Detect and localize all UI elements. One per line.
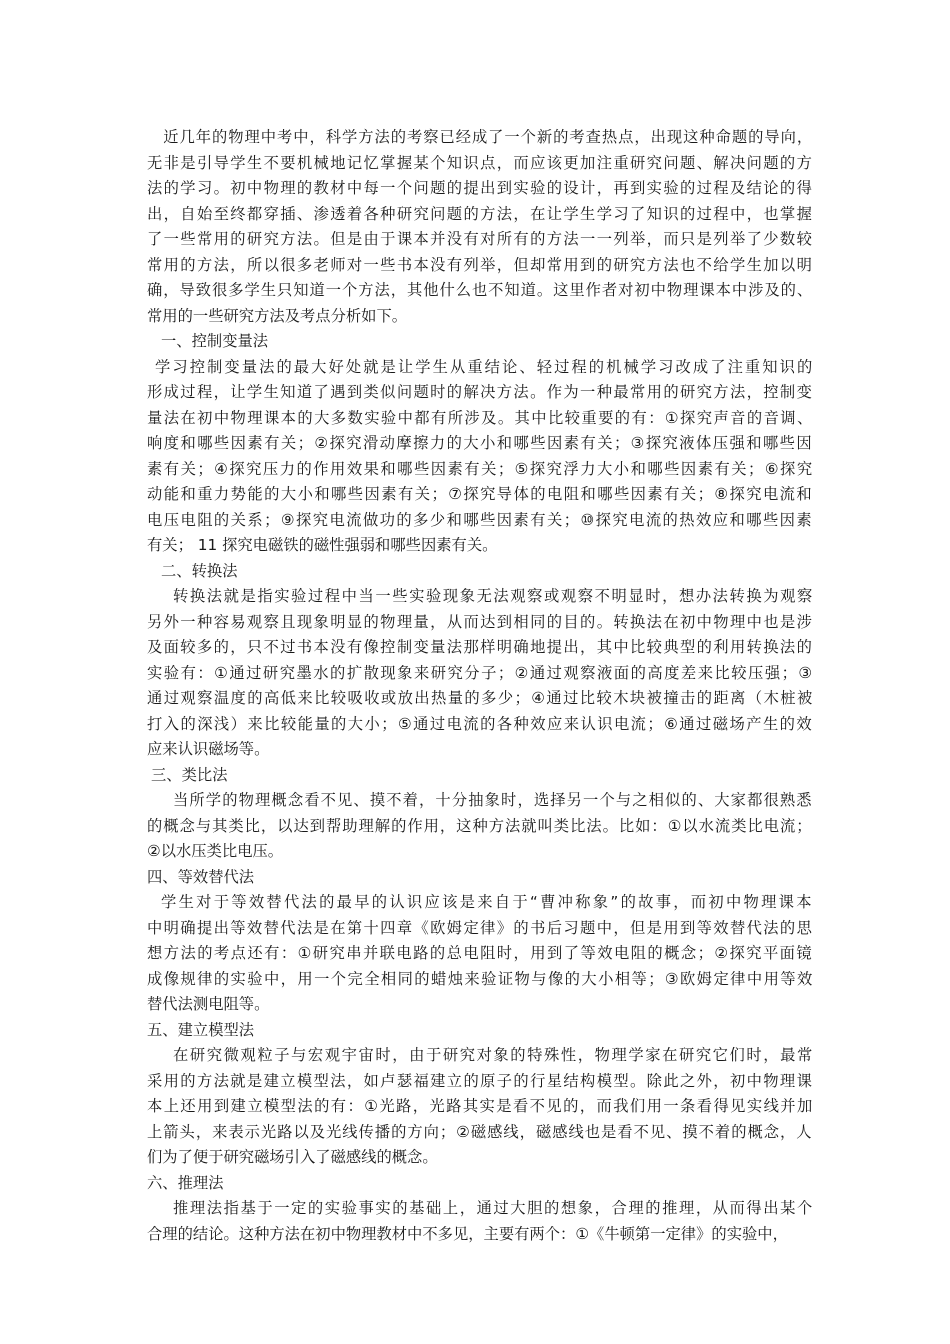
section-heading-equivalent-substitution: 四、等效替代法 <box>147 867 255 886</box>
text-line: 素有关；④探究压力的作用效果和哪些因素有关；⑤探究浮力大小和哪些因素有关；⑥探究 <box>147 459 814 478</box>
section-heading-analogy: 三、类比法 <box>151 765 228 784</box>
text-line: 出，自始至终都穿插、渗透着各种研究问题的方法，在让学生学习了知识的过程中，也掌握 <box>147 204 814 223</box>
section-heading-reasoning: 六、推理法 <box>147 1173 224 1192</box>
text-line: 了一些常用的研究方法。但是由于课本并没有对所有的方法一一列举，而只是列举了少数较 <box>147 230 814 248</box>
text-line: 实验有：①通过研究墨水的扩散现象来研究分子；②通过观察液面的高度差来比较压强；③ <box>147 663 814 682</box>
text-line: 合理的结论。这种方法在初中物理教材中不多见，主要有两个：①《牛顿第一定律》的实验中， <box>147 1224 788 1243</box>
text-line: 近几年的物理中考中，科学方法的考察已经成了一个新的考查热点，出现这种命题的导向， <box>147 128 814 146</box>
text-line: 量法在初中物理课本的大多数实验中都有所涉及。其中比较重要的有：①探究声音的音调、 <box>147 408 814 427</box>
text-line: 想方法的考点还有：①研究串并联电路的总电阻时，用到了等效电阻的概念；②探究平面镜 <box>147 944 814 962</box>
section-body-equivalent-substitution <box>147 890 812 1018</box>
text-line: 无非是引导学生不要机械地记忆掌握某个知识点，而应该更加注重研究问题、解决问题的方 <box>147 153 814 172</box>
intro-paragraph <box>147 125 812 329</box>
text-line: 当所学的物理概念看不见、摸不着，十分抽象时，选择另一个与之相似的、大家都很熟悉 <box>173 791 813 809</box>
text-line: 上箭头，来表示光路以及光线传播的方向；②磁感线，磁感线也是看不见、摸不着的概念，人 <box>147 1122 813 1141</box>
section-body-control-variables <box>147 355 815 559</box>
document-page <box>147 125 815 1247</box>
text-line: 学生对于等效替代法的最早的认识应该是来自于“曹冲称象”的故事，而初中物理课本 <box>161 893 814 911</box>
text-line: 中明确提出等效替代法是在第十四章《欧姆定律》的书后习题中，但是用到等效替代法的思 <box>147 918 814 937</box>
section-body-reasoning <box>147 1196 812 1247</box>
text-line: 动能和重力势能的大小和哪些因素有关；⑦探究导体的电阻和哪些因素有关；⑧探究电流和 <box>147 485 814 503</box>
text-line: 应来认识磁场等。 <box>147 740 270 758</box>
text-line: 本上还用到建立模型法的有：①光路，光路其实是看不见的，而我们用一条看得见实线并加 <box>147 1097 814 1115</box>
text-line: 电压电阻的关系；⑨探究电流做功的多少和哪些因素有关；⑩探究电流的热效应和哪些因素 <box>147 510 814 529</box>
text-line: 打入的深浅）来比较能量的大小；⑤通过电流的各种效应来认识电流；⑥通过磁场产生的效 <box>147 714 814 733</box>
text-line: 确，导致很多学生只知道一个方法，其他什么也不知道。这里作者对初中物理课本中涉及的、 <box>147 281 814 299</box>
text-line: 们为了便于研究磁场引入了磁感线的概念。 <box>147 1148 438 1166</box>
text-line: ②以水压类比电压。 <box>147 842 284 860</box>
text-line: 及面较多的，只不过书本没有像控制变量法那样明确地提出，其中比较典型的利用转换法的 <box>147 638 814 656</box>
section-body-conversion <box>147 584 812 763</box>
text-line: 形成过程，让学生知道了遇到类似问题时的解决方法。作为一种最常用的研究方法，控制变 <box>147 383 814 401</box>
section-body-model-building <box>147 1043 812 1171</box>
section-heading-conversion: 二、转换法 <box>161 561 238 580</box>
text-line: 采用的方法就是建立模型法，如卢瑟福建立的原子的行星结构模型。除此之外，初中物理课 <box>147 1071 814 1090</box>
text-line: 在研究微观粒子与宏观宇宙时，由于研究对象的特殊性，物理学家在研究它们时，最常 <box>173 1046 814 1064</box>
section-heading-model-building: 五、建立模型法 <box>147 1020 255 1039</box>
text-line: 响度和哪些因素有关；②探究滑动摩擦力的大小和哪些因素有关；③探究液体压强和哪些因 <box>147 434 814 452</box>
text-line: 另外一种容易观察且现象明显的物理量，从而达到相同的目的。转换法在初中物理中也是涉 <box>147 612 814 631</box>
text-line: 推理法指基于一定的实验事实的基础上，通过大胆的想象，合理的推理，从而得出某个 <box>173 1199 814 1217</box>
text-line: 有关； 11 探究电磁铁的磁性强弱和哪些因素有关。 <box>147 536 498 554</box>
section-heading-control-variables: 一、控制变量法 <box>161 332 269 350</box>
text-line: 成像规律的实验中，用一个完全相同的蜡烛来验证物与像的大小相等；③欧姆定律中用等效 <box>147 969 814 988</box>
text-line: 常用的一些研究方法及考点分析如下。 <box>147 306 408 325</box>
section-body-analogy <box>147 788 812 865</box>
text-line: 常用的方法，所以很多老师对一些书本没有列举，但却常用到的研究方法也不给学生加以明 <box>147 255 814 274</box>
text-line: 的概念与其类比，以达到帮助理解的作用，这种方法就叫类比法。比如：①以水流类比电流； <box>147 816 813 835</box>
text-line: 学习控制变量法的最大好处就是让学生从重结论、轻过程的机械学习改成了注重知识的 <box>155 357 815 376</box>
text-line: 法的学习。初中物理的教材中每一个问题的提出到实验的设计，再到实验的过程及结论的得 <box>147 179 814 197</box>
text-line: 转换法就是指实验过程中当一些实验现象无法观察或观察不明显时，想办法转换为观察 <box>173 587 814 605</box>
text-line: 通过观察温度的高低来比较吸收或放出热量的多少；④通过比较木块被撞击的距离（木桩被 <box>147 689 814 707</box>
text-line: 替代法测电阻等。 <box>147 995 270 1013</box>
